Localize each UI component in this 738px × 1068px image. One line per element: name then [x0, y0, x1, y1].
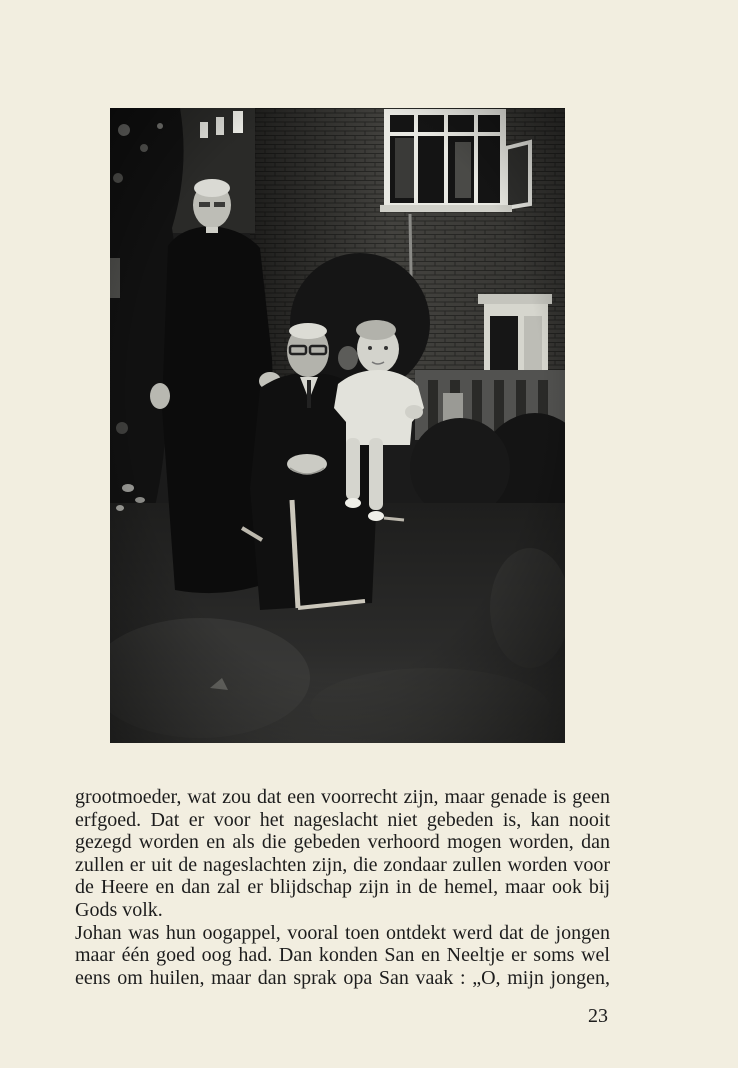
text-line: erfgoed. Dat er voor het nageslacht niet gebeden is, kan nooit — [75, 808, 610, 831]
photograph — [110, 108, 565, 743]
text-line: maar één goed oog had. Dan konden San en Neeltje er soms wel — [75, 944, 610, 967]
text-line: zullen er uit de nageslachten zijn, die zondaar zullen worden voor — [75, 853, 610, 876]
page-number: 23 — [588, 1005, 608, 1027]
text-line: grootmoeder, wat zou dat een voorrecht zijn, maar genade is geen — [75, 786, 610, 808]
text-line: de Heere en dan zal er blijdschap zijn in de hemel, maar ook bij — [75, 876, 610, 899]
text-line: Johan was hun oogappel, vooral toen ontdekt werd dat de jongen — [75, 921, 610, 944]
text-line: eens om huilen, maar dan sprak opa San vaak : „O, mijn jongen, — [75, 966, 610, 989]
text-line: gezegd worden en als die gebeden verhoord mogen worden, dan — [75, 831, 610, 854]
body-text — [75, 786, 610, 989]
text-line: Gods volk. — [75, 898, 163, 921]
photo-vignette — [110, 108, 565, 743]
